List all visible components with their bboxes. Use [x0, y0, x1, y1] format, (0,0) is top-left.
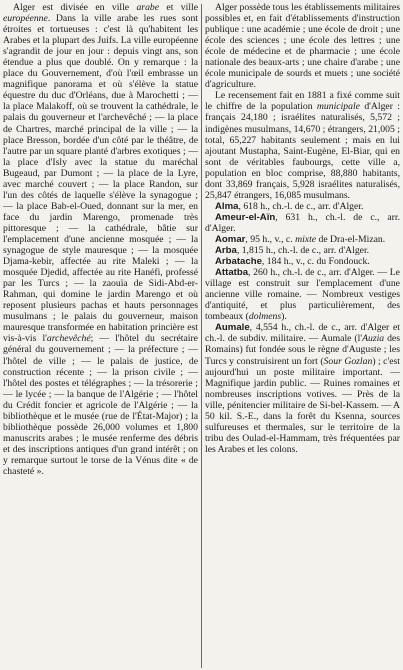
italic-term: Auzia: [362, 333, 385, 345]
column-divider: [201, 4, 202, 668]
entry-headword: Ameur-el-Aïn: [215, 211, 276, 223]
text-run: d'Alger : français 24,180 ; israélites naturalisés, 5,572 ; indigènes musulmans, 14,670 ; étrangers, 21,005 ; total, 65,227 habitants seulement ; mais en lui ajoutant Mustapha, Saint-Eugène, El-Biar, qui en sont de véritables faubourgs, cette ville a, population en bloc comprise, 88,880 habitants, dont 33,869 français, 5,928 israélites naturalisés, 25,847 étrangers, 16,085 musulmans.: [205, 101, 400, 201]
italic-term: municipale: [316, 101, 360, 113]
entry-aumale: [205, 322, 400, 455]
text-run: ; — l'hôtel du secrétaire général du gouvernement ; — la préfecture ; — l'hôtel de ville ; — le palais de justice, de construction récente ; — la prison civile ; — l'hôtel des postes et télégraphes ; — la trésorerie ; — le lycée ; — la banque de l'Algérie ; — l'hôtel du Crédit foncier et agricole de l'Algérie ; — la bibliothèque et le musée (rue de l'État-Major) ; la bibliothèque possède 26,000 volumes et 1,800 manuscrits arabes ; le musée renferme des débris et des inscriptions antiques d'un grand intérêt ; on y remarque surtout le torse de la Vénus dite « de chasteté ».: [3, 333, 198, 477]
italic-term: Sour Gozlan: [323, 355, 373, 367]
text-run: Alger est divisée en ville: [13, 2, 137, 13]
entry-text: des Romains) fut fondée sous le règne d'Auguste ; les Turcs y construisirent un fort (: [205, 333, 400, 367]
right-column: [200, 2, 400, 670]
algiers-description-paragraph: [3, 2, 198, 477]
left-column: [3, 2, 200, 670]
entry-headword: Attatba: [215, 267, 249, 279]
text-run: . Dans la ville arabe les rues sont étroites et tortueuses : c'est là qu'habitent les Arabes et la plupart des Juifs. La ville européenne s'agrandit de jour en jour : depuis vingt ans, son étendue a plus que doublé. On y remarque : la place du Gouvernement, d'où l'œil embrasse un magnifique panorama et où s'élève la statue équestre du duc d'Orléans, due à Marochetti ; — la place Malakoff, où se trouvent la cathédrale, le palais du gouverneur et l'archevêché ; — la place de Chartres, marché principal de la ville ; — la place Bresson, bordée d'un côté par le théâtre, de l'autre par un square planté d'arbres exotiques ; — la place d'Isly avec la statue du maréchal Bugeaud, par Dumont ; — la place de la Lyre, avec marché couvert ; — la place Randon, sur l'un des côtés de laquelle s'élève la synagogue ; — la place Bab-el-Oued, donnant sur la mer, en face du jardin Marengo, promenade très pittoresque ; — la cathédrale, bâtie sur l'emplacement d'une ancienne mosquée ; — la synagogue de style mauresque ; — la mosquée Djama-kebir, affectée au rite Maleki ; — la mosquée Djedid, affectée au rite Hanéfi, professé par les Turcs ; — la zaouïa de Sidi-Abd-er-Rahman, qui domine le jardin Marengo et où reposent plusieurs pachas et hauts personnages musulmans ; le palais du gouverneur, maison mauresque transformée en habitation princière est vis-à-vis l': [3, 13, 198, 345]
entry-ameur-el-ain: [205, 212, 400, 234]
entry-headword: Aomar: [215, 233, 246, 245]
italic-term: mixte: [295, 233, 317, 245]
entry-headword: Arba: [215, 245, 237, 257]
entry-text: ).: [281, 311, 287, 323]
institutions-paragraph: Alger possède tous les établissements militaires possibles et, en fait d'établissements d'instruction publique : une académie ; une école de droit ; une école des sciences ; une école des lettres ; une école de médecine et de pharmacie ; une école nationale des beaux-arts ; une chaire d'arabe ; une école municipale de sourds et muets ; une société d'agriculture.: [205, 2, 400, 91]
entry-text: , 260 h., ch.-l. de c., arr. d'Alger. — Le village est construit sur l'emplacement d'une ancienne ville romaine. — Nombreux vestiges d'antiquité, et plus particulièrement, des tombeaux (: [205, 267, 400, 323]
text-run: et ville: [159, 2, 198, 13]
entry-text: , 184 h., v., c. du Fondouck.: [261, 256, 370, 268]
entry-text: , 631 h., ch.-l. de c., arr. d'Alger.: [205, 211, 400, 234]
entry-headword: Arbatache: [215, 256, 262, 268]
italic-term: européenne: [3, 13, 48, 25]
text-run: Le recensement fait en 1881 a fixé comme suit le chiffre de la population: [205, 90, 400, 113]
census-paragraph: [205, 90, 400, 200]
entry-text: de Dra-el-Mizan.: [316, 233, 386, 245]
entry-text: , 95 h., v., c.: [245, 233, 296, 245]
entry-text: ) ; c'est aujourd'hui un poste militaire important. — Magnifique jardin public. — Ruines romaines et nombreuses inscriptions votives. — Près de la ville, pénitencier militaire de Si-bel-Kassem. — A 50 kil. S.-E., dans la forêt du Ksenna, sources sulfureuses et thermales, sur le territoire de la tribu des Oulad-el-Hammam, très fréquentées par les Arabes et les colons.: [205, 355, 400, 455]
italic-term: archevêché: [46, 333, 91, 345]
entry-arbatache: [205, 256, 400, 267]
entry-aomar: [205, 234, 400, 245]
entry-arba: [205, 245, 400, 256]
entry-headword: Aumale: [215, 322, 250, 334]
entry-text: , 618 h., ch.-l. de c., arr. d'Alger.: [238, 200, 364, 212]
entry-alma: [205, 201, 400, 212]
entry-text: , 1,815 h., ch.-l. de c., arr. d'Alger.: [236, 245, 370, 257]
entry-attatba: [205, 267, 400, 322]
entry-text: , 4,554 h., ch.-l. de c., arr. d'Alger et ch.-l. de subdiv. militaire. — Aumale (l': [205, 322, 400, 345]
italic-term: arabe: [136, 2, 160, 13]
italic-term: dolmens: [248, 311, 282, 323]
entry-headword: Alma: [215, 200, 239, 212]
